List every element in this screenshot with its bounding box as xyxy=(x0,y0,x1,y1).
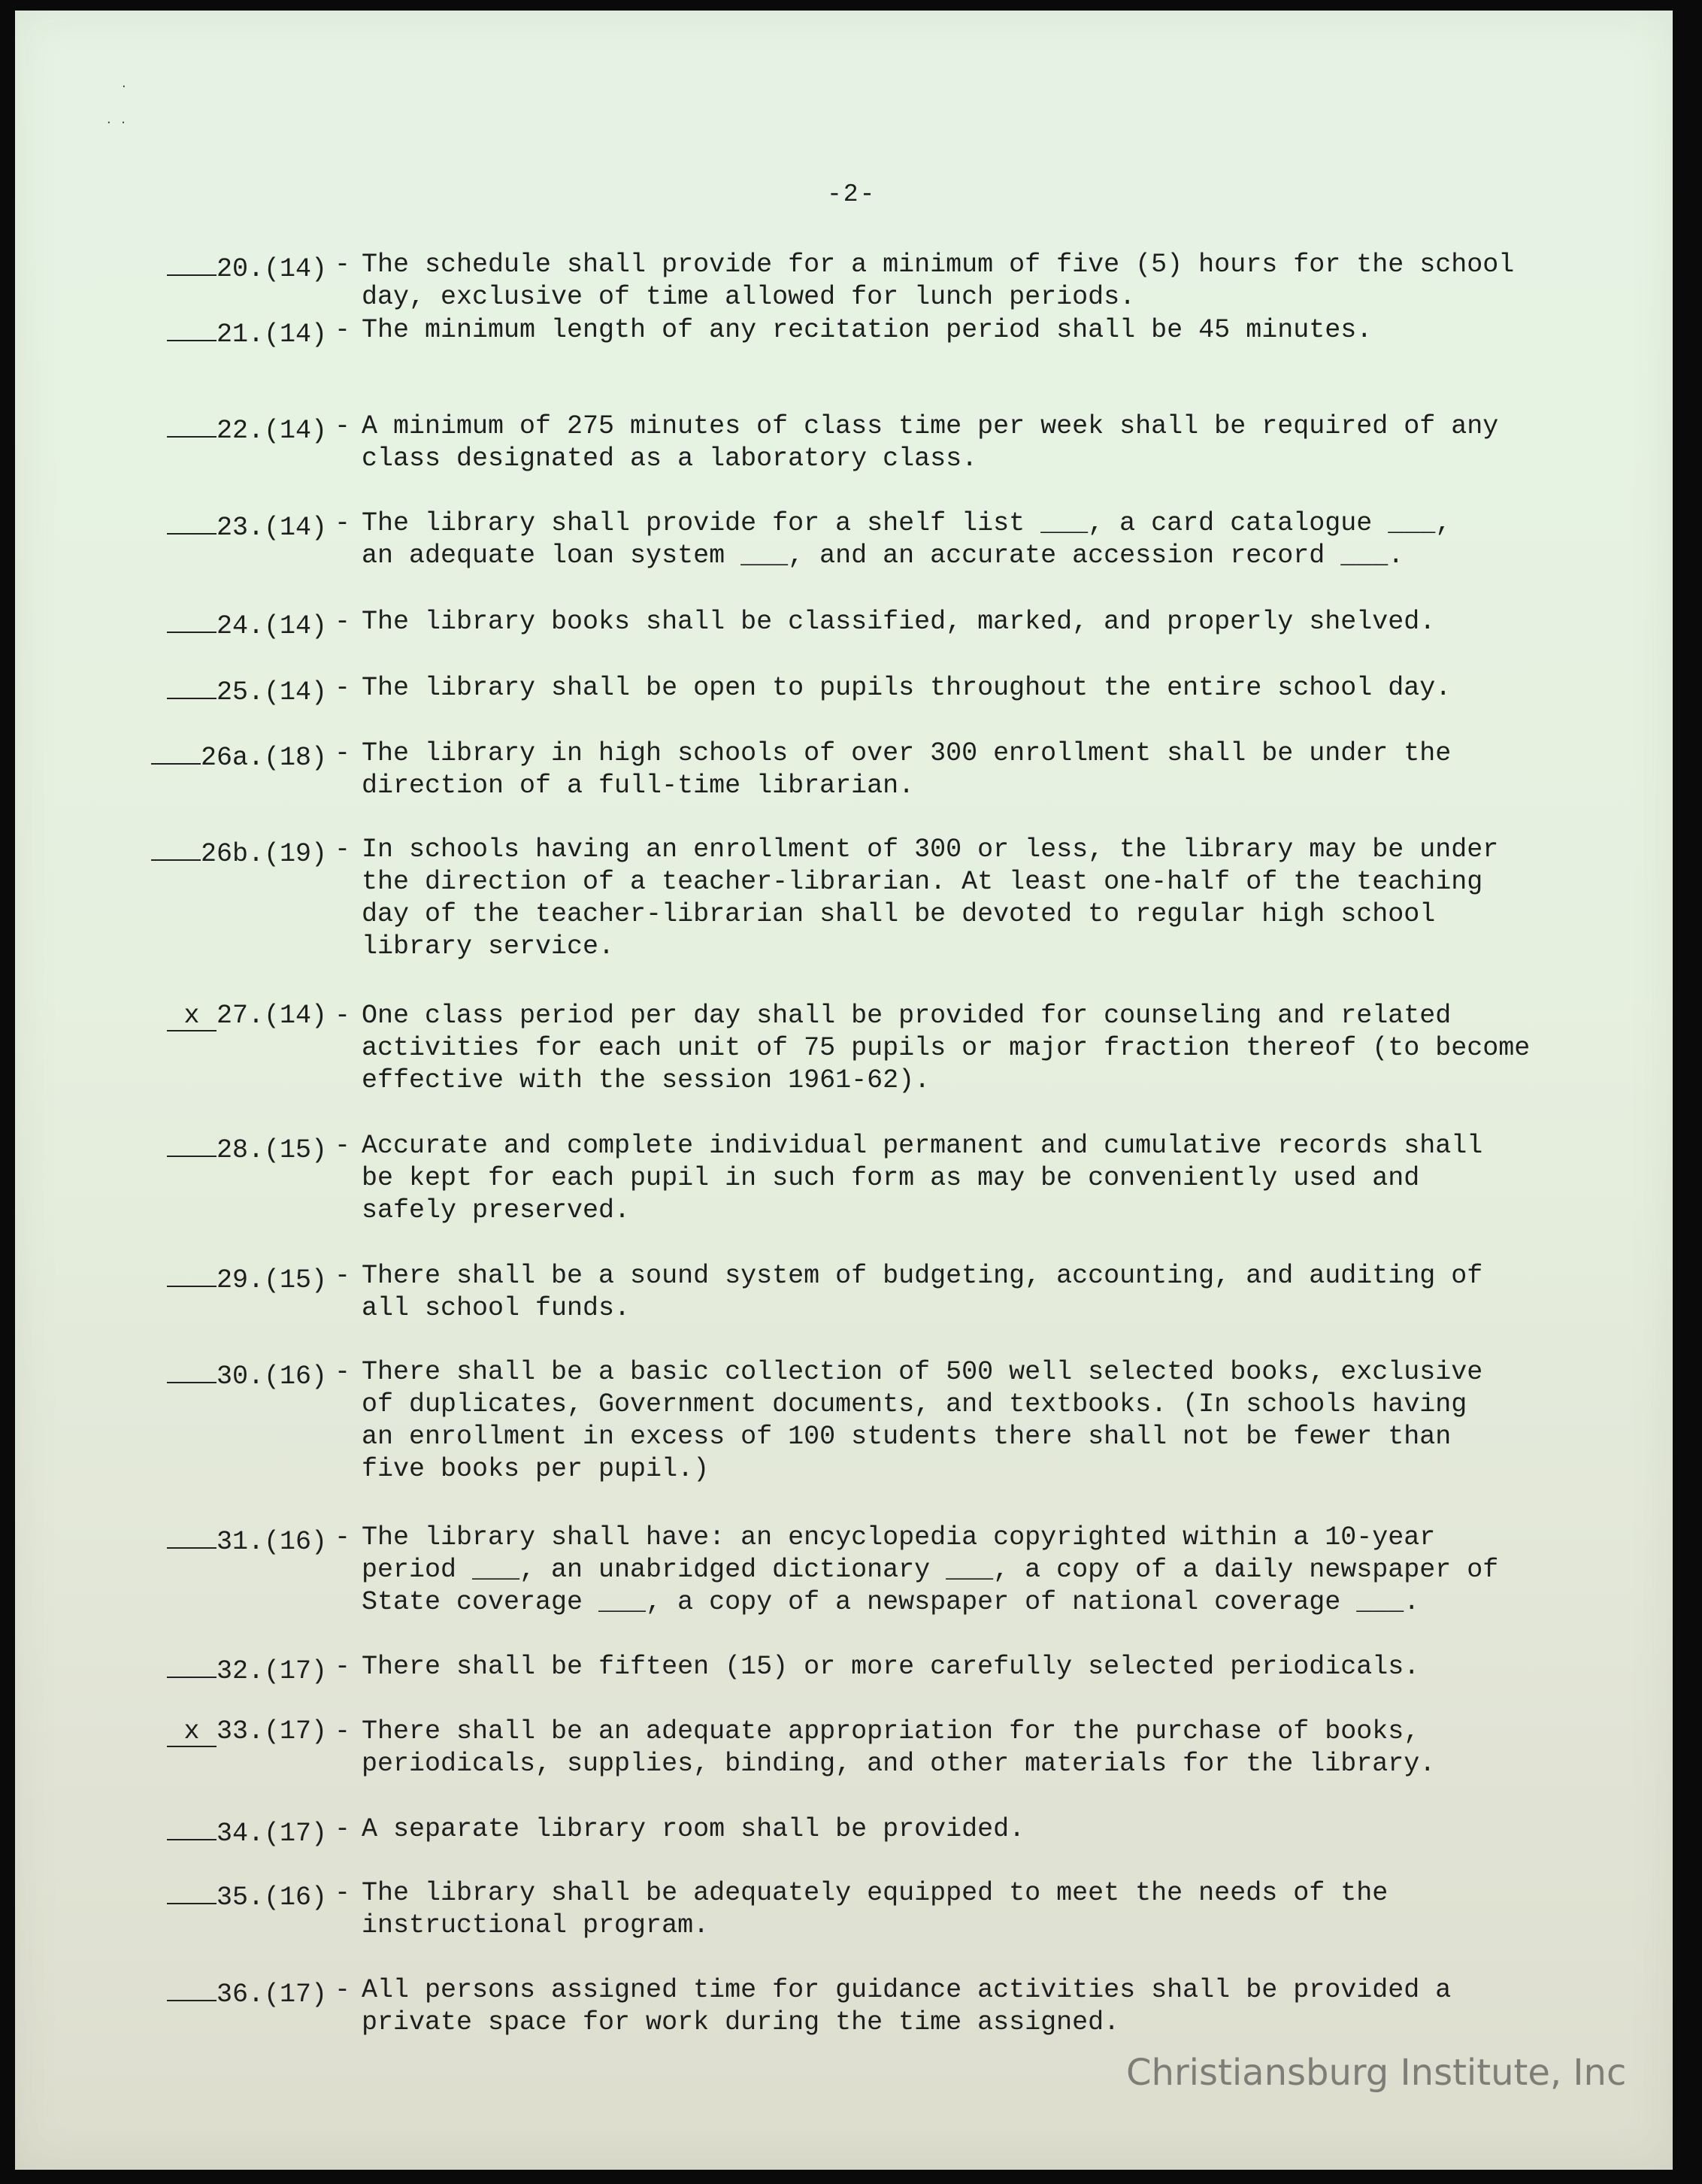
check-blank xyxy=(167,507,217,535)
dash-separator: - xyxy=(335,1357,351,1387)
item-number xyxy=(143,672,327,709)
check-blank xyxy=(167,1522,217,1549)
item-text-line: activities for each unit of 75 pupils or major fraction thereof (to become xyxy=(362,1033,1531,1063)
item-text-line: instructional program. xyxy=(362,1910,710,1940)
check-blank: x xyxy=(167,1720,217,1747)
item-text xyxy=(362,1522,1594,1619)
item-text-line: an adequate loan system ___, and an accurate accession record ___. xyxy=(362,541,1404,571)
check-blank xyxy=(167,1877,217,1904)
dash-separator: - xyxy=(335,607,351,637)
check-blank xyxy=(167,1813,217,1840)
item-number-label: 28.(15) xyxy=(216,1135,327,1165)
item-number-label: 33.(17) xyxy=(216,1716,327,1746)
dash-separator: - xyxy=(335,1131,351,1161)
dash-separator: - xyxy=(335,315,351,345)
item-text-line: safely preserved. xyxy=(362,1195,631,1225)
item-text-line: There shall be fifteen (15) or more carefully selected periodicals. xyxy=(362,1652,1420,1682)
check-blank xyxy=(167,1130,217,1157)
item-text-line: The library books shall be classified, marked, and properly shelved. xyxy=(362,607,1436,637)
dash-separator: - xyxy=(335,508,351,538)
item-text xyxy=(362,606,1594,638)
item-text xyxy=(362,1651,1594,1683)
check-blank xyxy=(167,1651,217,1678)
item-number xyxy=(143,1877,327,1914)
item-text-line: private space for work during the time assigned. xyxy=(362,2007,1120,2037)
item-text-line: of duplicates, Government documents, and textbooks. (In schools having xyxy=(362,1389,1467,1419)
item-text xyxy=(362,1716,1594,1780)
dash-separator: - xyxy=(335,1261,351,1291)
dash-separator: - xyxy=(335,411,351,441)
item-number xyxy=(143,1813,327,1850)
item-text-line: A minimum of 275 minutes of class time per week shall be required of any xyxy=(362,411,1499,441)
item-text-line: There shall be a basic collection of 500 well selected books, exclusive xyxy=(362,1357,1483,1387)
item-text-line: effective with the session 1961-62). xyxy=(362,1065,931,1095)
item-number xyxy=(143,1130,327,1167)
item-number-label: 21.(14) xyxy=(216,320,327,350)
item-number-label: 30.(16) xyxy=(216,1362,327,1392)
item-text-line: There shall be a sound system of budgeting, accounting, and auditing of xyxy=(362,1261,1483,1291)
item-text-line: In schools having an enrollment of 300 or less, the library may be under xyxy=(362,835,1499,865)
item-text xyxy=(362,1000,1594,1097)
check-blank xyxy=(167,1260,217,1287)
item-text-line: The schedule shall provide for a minimum of five (5) hours for the school xyxy=(362,250,1515,280)
item-text xyxy=(362,738,1594,802)
item-text-line: day, exclusive of time allowed for lunch periods. xyxy=(362,282,1136,312)
check-blank xyxy=(167,1974,217,2001)
item-number xyxy=(143,1716,327,1748)
item-text-line: period ___, an unabridged dictionary ___, a copy of a daily newspaper of xyxy=(362,1555,1499,1585)
check-blank xyxy=(167,1356,217,1383)
item-text xyxy=(362,249,1594,314)
check-blank xyxy=(167,410,217,438)
dash-separator: - xyxy=(335,1716,351,1746)
item-text-line: be kept for each pupil in such form as may be conveniently used and xyxy=(362,1163,1420,1193)
item-text-line: A separate library room shall be provided. xyxy=(362,1814,1025,1844)
item-number xyxy=(143,249,327,286)
item-number xyxy=(143,314,327,351)
scan-speck: · · xyxy=(105,116,127,129)
item-text xyxy=(362,1356,1594,1486)
item-number-label: 31.(16) xyxy=(216,1527,327,1557)
item-text-line: direction of a full-time librarian. xyxy=(362,771,915,801)
item-text-line: There shall be an adequate appropriation for the purchase of books, xyxy=(362,1716,1420,1746)
item-text xyxy=(362,1813,1594,1846)
dash-separator: - xyxy=(335,1878,351,1908)
item-text xyxy=(362,1877,1594,1942)
scan-speck: · xyxy=(120,80,128,93)
item-number-label: 35.(16) xyxy=(216,1883,327,1913)
item-number xyxy=(143,1000,327,1032)
item-text-line: The library shall be open to pupils throughout the entire school day. xyxy=(362,673,1452,703)
item-text-line: The library shall have: an encyclopedia copyrighted within a 10-year xyxy=(362,1522,1436,1552)
item-number-label: 27.(14) xyxy=(216,1001,327,1031)
dash-separator: - xyxy=(335,1522,351,1552)
item-number xyxy=(143,738,327,774)
check-blank xyxy=(167,249,217,276)
item-text xyxy=(362,314,1594,347)
item-text-line: The minimum length of any recitation period shall be 45 minutes. xyxy=(362,315,1373,345)
item-number-label: 20.(14) xyxy=(216,254,327,284)
item-text-line: five books per pupil.) xyxy=(362,1454,710,1484)
item-number xyxy=(143,606,327,643)
dash-separator: - xyxy=(335,1001,351,1031)
item-text xyxy=(362,834,1594,963)
item-number-label: 23.(14) xyxy=(216,513,327,543)
dash-separator: - xyxy=(335,1975,351,2005)
item-text-line: an enrollment in excess of 100 students there shall not be fewer than xyxy=(362,1422,1452,1452)
check-blank xyxy=(151,738,201,765)
check-blank xyxy=(167,314,217,341)
item-number-label: 36.(17) xyxy=(216,1980,327,2010)
item-number-label: 29.(15) xyxy=(216,1265,327,1295)
item-number-label: 25.(14) xyxy=(216,677,327,707)
dash-separator: - xyxy=(335,1814,351,1844)
page-number: -2- xyxy=(827,180,877,208)
check-blank xyxy=(151,834,201,861)
dash-separator: - xyxy=(335,738,351,768)
item-text-line: day of the teacher-librarian shall be devoted to regular high school xyxy=(362,899,1436,929)
item-number-label: 26b.(19) xyxy=(200,839,327,869)
item-number-label: 22.(14) xyxy=(216,416,327,446)
item-text-line: The library shall be adequately equipped to meet the needs of the xyxy=(362,1878,1389,1908)
dash-separator: - xyxy=(335,250,351,280)
dash-separator: - xyxy=(335,835,351,865)
item-text-line: Accurate and complete individual permanent and cumulative records shall xyxy=(362,1131,1483,1161)
item-text-line: periodicals, supplies, binding, and other materials for the library. xyxy=(362,1749,1436,1779)
item-text-line: One class period per day shall be provided for counseling and related xyxy=(362,1001,1452,1031)
item-number xyxy=(143,1356,327,1393)
item-number-label: 34.(17) xyxy=(216,1819,327,1849)
item-text xyxy=(362,507,1594,572)
check-blank: x xyxy=(167,1004,217,1031)
dash-separator: - xyxy=(335,1652,351,1682)
item-text-line: library service. xyxy=(362,931,615,962)
item-text-line: The library in high schools of over 300 enrollment shall be under the xyxy=(362,738,1452,768)
check-blank xyxy=(167,606,217,633)
item-number xyxy=(143,834,327,871)
item-text xyxy=(362,1974,1594,2039)
check-blank xyxy=(167,672,217,699)
item-text-line: All persons assigned time for guidance activities shall be provided a xyxy=(362,1975,1452,2005)
item-text-line: class designated as a laboratory class. xyxy=(362,444,978,474)
item-text xyxy=(362,410,1594,475)
watermark: Christiansburg Institute, Inc xyxy=(1126,2052,1627,2094)
item-number xyxy=(143,507,327,544)
item-number-label: 26a.(18) xyxy=(200,743,327,773)
item-text-line: all school funds. xyxy=(362,1293,631,1323)
item-number-label: 32.(17) xyxy=(216,1656,327,1686)
dash-separator: - xyxy=(335,673,351,703)
item-number xyxy=(143,1522,327,1558)
item-number xyxy=(143,410,327,447)
item-text xyxy=(362,1130,1594,1227)
item-number xyxy=(143,1260,327,1297)
item-text-line: State coverage ___, a copy of a newspaper of national coverage ___. xyxy=(362,1587,1420,1617)
item-text xyxy=(362,672,1594,704)
item-text xyxy=(362,1260,1594,1325)
document-page xyxy=(15,11,1673,2170)
item-text-line: The library shall provide for a shelf list ___, a card catalogue ___, xyxy=(362,508,1452,538)
item-number xyxy=(143,1974,327,2011)
item-text-line: the direction of a teacher-librarian. At least one-half of the teaching xyxy=(362,867,1483,897)
item-number xyxy=(143,1651,327,1688)
item-number-label: 24.(14) xyxy=(216,611,327,641)
